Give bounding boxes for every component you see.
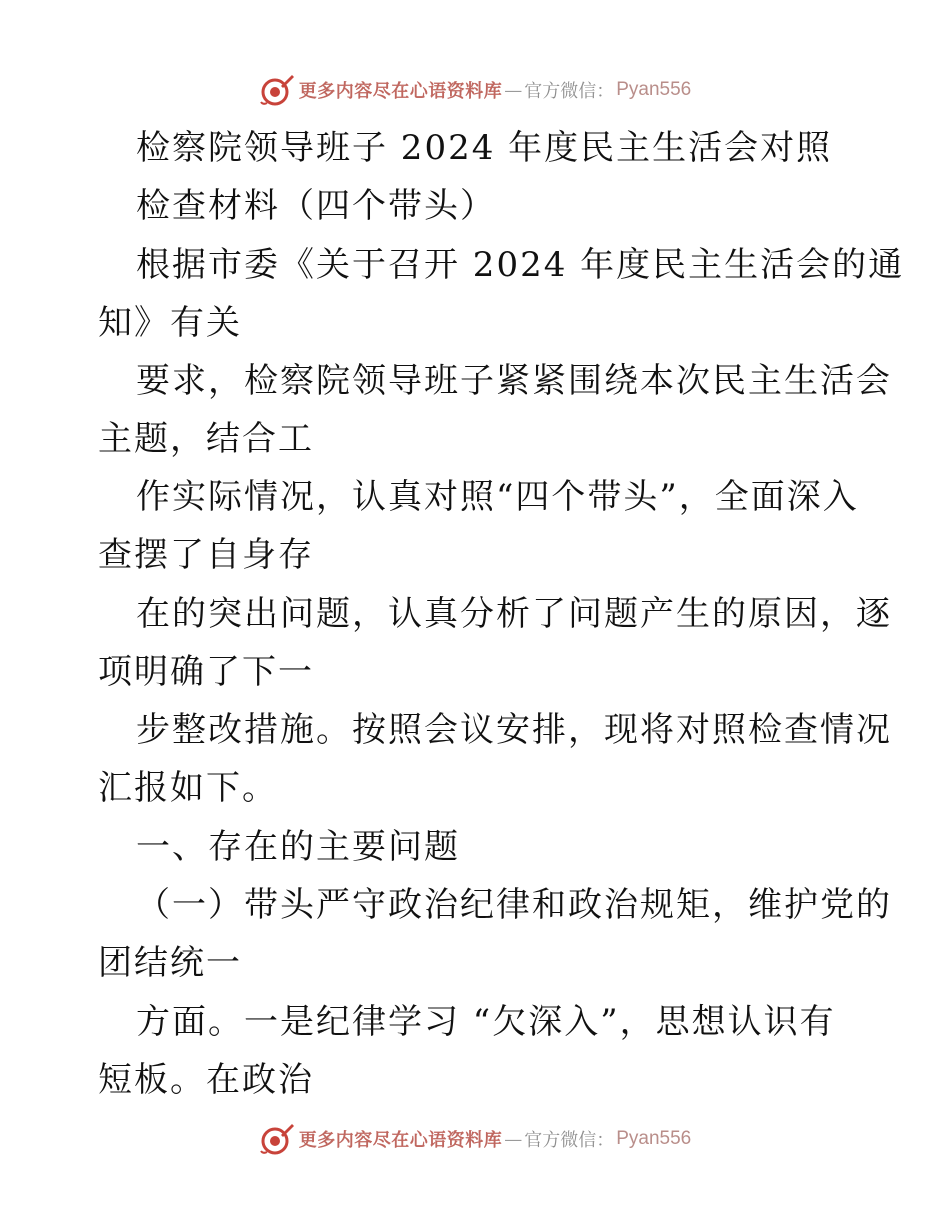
watermark-separator: — — [504, 79, 523, 101]
doc-title-line-1: 检察院领导班子 2024 年度民主生活会对照 — [136, 128, 833, 168]
watermark-separator: — — [504, 1128, 523, 1150]
paragraph-line: 项明确了下一 — [98, 652, 314, 692]
watermark-wechat-id: Pyan556 — [616, 79, 692, 100]
watermark-wechat-label: 官方微信： — [524, 81, 615, 102]
paragraph-line: 汇报如下。 — [98, 768, 278, 808]
watermark-wechat-label: 官方微信： — [524, 1130, 615, 1151]
paragraph-line: 要求，检察院领导班子紧紧围绕本次民主生活会 — [136, 361, 892, 401]
paragraph-line: 主题，结合工 — [98, 419, 314, 459]
paragraph-line: 团结统一 — [98, 943, 242, 983]
paragraph-line: 短板。在政治 — [98, 1060, 314, 1100]
brush-logo-icon — [259, 1121, 295, 1157]
footer-watermark — [0, 1119, 950, 1159]
paragraph-line: 知》有关 — [98, 303, 242, 343]
paragraph-line: 在的突出问题，认真分析了问题产生的原因，逐 — [136, 594, 892, 634]
watermark-wechat-id: Pyan556 — [616, 1128, 692, 1149]
paragraph-line: 作实际情况，认真对照“四个带头”，全面深入 — [136, 477, 859, 517]
paragraph-line: 根据市委《关于召开 2024 年度民主生活会的通 — [136, 245, 905, 285]
watermark-site-text: 更多内容尽在心语资料库 — [298, 1130, 503, 1151]
subsection-heading: （一）带头严守政治纪律和政治规矩，维护党的 — [136, 885, 892, 925]
paragraph-line: 步整改措施。按照会议安排，现将对照检查情况 — [136, 710, 892, 750]
paragraph-line: 方面。一是纪律学习 “欠深入”，思想认识有 — [136, 1002, 836, 1042]
section-heading: 一、存在的主要问题 — [136, 827, 460, 867]
paragraph-line: 查摆了自身存 — [98, 535, 314, 575]
watermark-site-text: 更多内容尽在心语资料库 — [298, 81, 503, 102]
doc-title-line-2: 检查材料（四个带头） — [136, 186, 496, 226]
